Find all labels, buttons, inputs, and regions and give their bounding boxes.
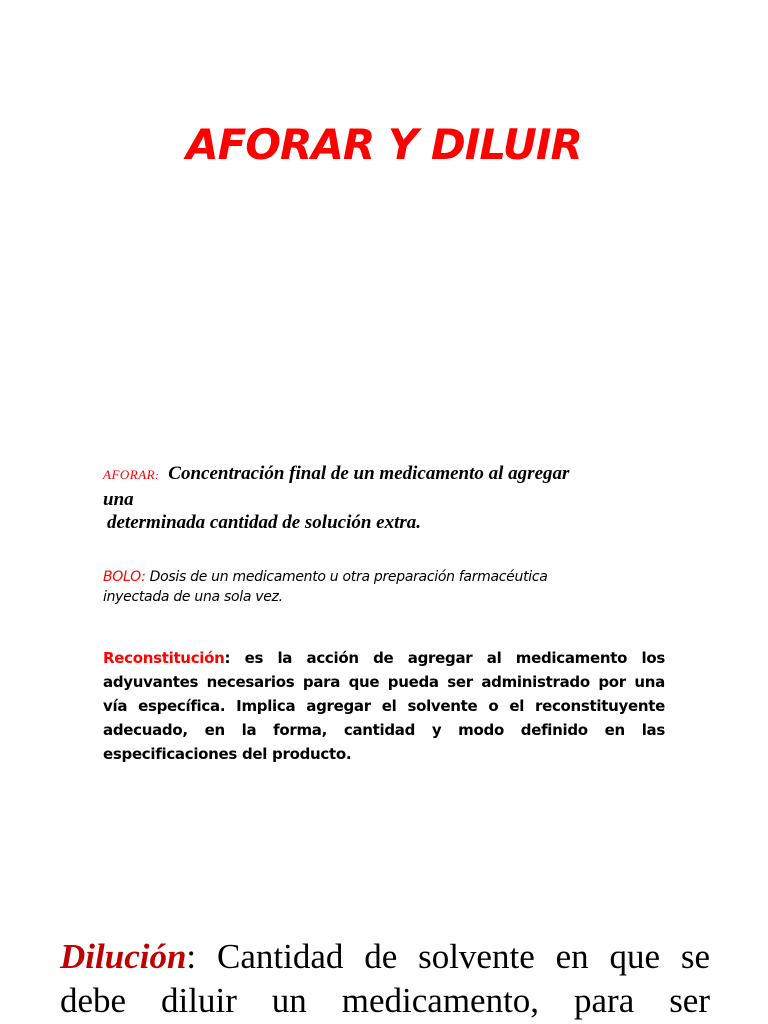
definition-aforar-line3: determinada cantidad de solución extra.: [107, 512, 422, 533]
term-bolo: BOLO:: [103, 569, 146, 585]
page-title: AFORAR Y DILUIR: [186, 120, 582, 169]
definition-aforar-line2: una: [103, 489, 134, 510]
term-aforar-colon: :: [155, 470, 159, 482]
definition-bolo-line1: Dosis de un medicamento u otra preparación farmacéutica: [149, 569, 548, 585]
definition-dilucion: [60, 935, 710, 1023]
term-aforar: AFORAR: [103, 467, 156, 482]
definition-aforar-line1: Concentración final de un medicamento al agregar: [168, 463, 570, 484]
definition-bolo-line2: inyectada de una sola vez.: [103, 589, 283, 605]
definition-dilucion-text: : Cantidad de solvente en que se debe diluir un medicamento, para ser: [60, 937, 710, 1020]
term-reconstitucion: Reconstitución: [103, 649, 225, 667]
definition-aforar: [103, 462, 663, 534]
definition-reconstitucion-text: : es la acción de agregar al medicamento los adyuvantes necesarios para que pueda ser administrado por una vía específica. Implica agregar el solvente o el reconstituyente adecuado, en la forma, cantidad y modo definido en las especificaciones del producto.: [103, 649, 665, 763]
definition-bolo: [103, 567, 663, 607]
definition-reconstitucion: [103, 646, 665, 766]
term-dilucion: Dilución: [60, 937, 187, 976]
